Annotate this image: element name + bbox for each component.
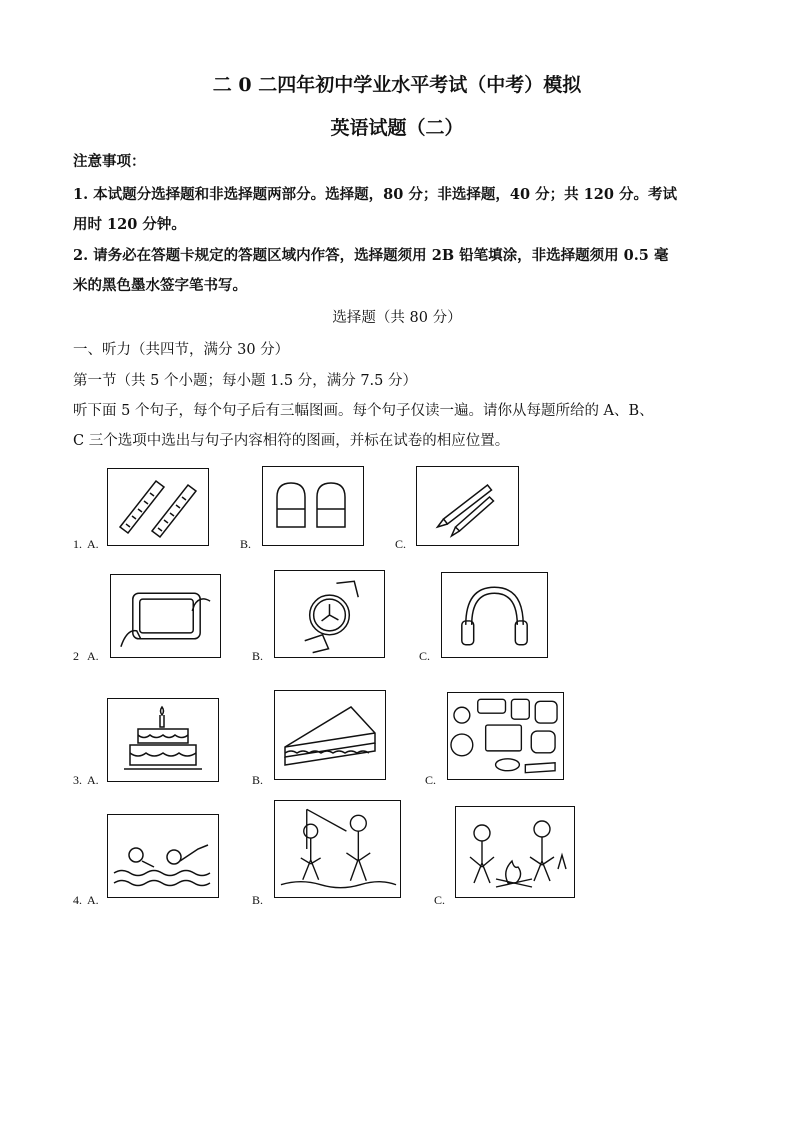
- question-3-number: 3.: [73, 773, 82, 787]
- subsection-title: 第一节（共 5 个小题；每小题 1.5 分，满分 7.5 分）: [73, 373, 417, 389]
- tablet-icon: [111, 575, 220, 657]
- question-1-option-c: C.: [395, 537, 407, 551]
- question-3-picture-c[interactable]: [447, 692, 564, 780]
- notice-item-1: 1. 本试题分选择题和非选择题两部分。选择题，80 分；非选择题，40 分；共 120 分。考试: [73, 186, 677, 203]
- question-4-picture-a[interactable]: [107, 814, 219, 898]
- part1-title: 一、听力（共四节，满分 30 分）: [73, 342, 290, 358]
- notice-heading: 注意事项：: [73, 153, 146, 170]
- notice-item-2-cont: 米的黑色墨水签字笔书写。: [73, 277, 247, 294]
- question-1-picture-b[interactable]: [262, 466, 364, 546]
- cookies-icon: [448, 693, 563, 779]
- erasers-icon: [263, 467, 363, 545]
- fishing-icon: [275, 801, 400, 897]
- watch-icon: [275, 571, 384, 657]
- question-3-option-b: B.: [252, 773, 264, 787]
- notice-item-1-cont: 用时 120 分钟。: [73, 216, 186, 233]
- rulers-icon: [108, 469, 208, 545]
- question-4-picture-b[interactable]: [274, 800, 401, 898]
- question-4-option-b: B.: [252, 893, 264, 907]
- question-2-option-a: A.: [87, 649, 99, 663]
- question-2-number: 2: [73, 649, 79, 663]
- pencils-icon: [417, 467, 518, 545]
- question-3-picture-b[interactable]: [274, 690, 386, 780]
- section-title: 选择题（共 80 分）: [332, 310, 462, 326]
- question-1-picture-a[interactable]: [107, 468, 209, 546]
- instructions-line-1: 听下面 5 个句子，每个句子后有三幅图画。每个句子仅读一遍。请你从每题所给的 A、B、: [73, 403, 654, 419]
- question-2-picture-a[interactable]: [110, 574, 221, 658]
- question-1-option-a: A.: [87, 537, 99, 551]
- sandwich-icon: [275, 691, 385, 779]
- question-4-option-c: C.: [434, 893, 446, 907]
- campfire-icon: [456, 807, 574, 897]
- question-4-picture-c[interactable]: [455, 806, 575, 898]
- cake-icon: [108, 699, 218, 781]
- instructions-line-2: C 三个选项中选出与句子内容相符的图画，并标在试卷的相应位置。: [73, 433, 510, 449]
- question-1-number: 1.: [73, 537, 82, 551]
- question-3-picture-a[interactable]: [107, 698, 219, 782]
- exam-subtitle: 英语试题（二）: [330, 117, 464, 139]
- exam-title: 二 0 二四年初中学业水平考试（中考）模拟: [212, 74, 582, 96]
- question-1-option-b: B.: [240, 537, 252, 551]
- headphones-icon: [442, 573, 547, 657]
- question-3-option-c: C.: [425, 773, 437, 787]
- question-2-picture-b[interactable]: [274, 570, 385, 658]
- question-2-option-c: C.: [419, 649, 431, 663]
- question-2-option-b: B.: [252, 649, 264, 663]
- question-4-option-a: A.: [87, 893, 99, 907]
- question-3-option-a: A.: [87, 773, 99, 787]
- notice-item-2: 2. 请务必在答题卡规定的答题区域内作答，选择题须用 2B 铅笔填涂，非选择题须用 0.5 毫: [73, 247, 669, 264]
- question-2-picture-c[interactable]: [441, 572, 548, 658]
- question-1-picture-c[interactable]: [416, 466, 519, 546]
- question-4-number: 4.: [73, 893, 82, 907]
- swimming-icon: [108, 815, 218, 897]
